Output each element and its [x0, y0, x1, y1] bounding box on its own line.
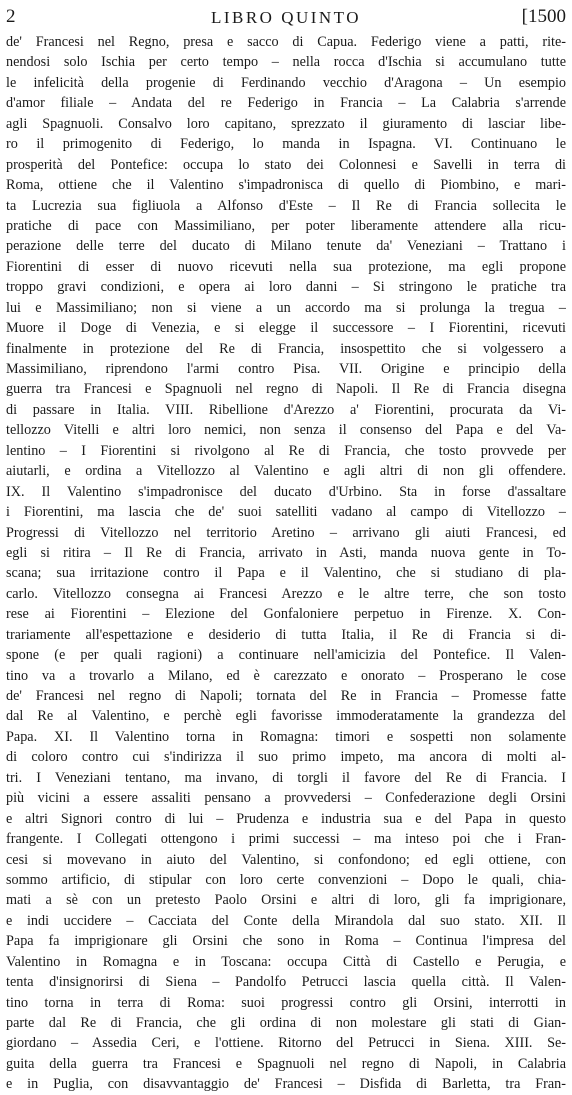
text-line: prosperità del Pontefice: occupa lo stato dei Colonnesi e Savelli in terra di	[6, 156, 566, 173]
text-line: IX. Il Valentino s'impadronisce del ducato d'Urbino. Sta in forse d'assaltare	[6, 483, 566, 500]
text-line: trariamente all'espettazione e desiderio di tutta Italia, il Re di Francia si di-	[6, 626, 566, 643]
text-line: ro il primogenito di Federigo, lo manda in Ispagna. VI. Continuano le	[6, 136, 566, 153]
text-line: più vicini a essere assaliti pensano a provvedersi – Confederazione degli Orsini	[6, 790, 566, 807]
text-line: nendosi solo Ischia per certo tempo – nella rocca d'Ischia si accumulano tutte	[6, 54, 566, 71]
text-line: le infelicità della progenie di Ferdinando vecchio d'Aragona – Un esempio	[6, 74, 566, 91]
text-line: scana; sua irritazione contro il Papa e il Valentino, che si studiano di pla-	[6, 565, 566, 582]
text-line: parte dal Re di Francia, che gli ordina di non molestare gli stati di Gian-	[6, 1015, 566, 1031]
page-header	[6, 6, 566, 32]
text-line: de' Francesi nel Regno, presa e sacco di Capua. Federigo viene a patti, rite-	[6, 34, 566, 50]
text-line: Muore il Doge di Venezia, e si elegge il successore – I Fiorentini, ricevuti	[6, 320, 566, 337]
text-line: di passare in Italia. VIII. Ribellione d'Arezzo a' Fiorentini, procurata da Vi-	[6, 401, 566, 418]
text-line: mati a sè con un pretesto Paolo Orsini e altri di loro, gli fa imprigionare,	[6, 892, 566, 909]
text-line: ta Lucrezia sua figliuola a Alfonso d'Este – Il Re di Francia sollecita le	[6, 197, 566, 214]
year-marker: [1500	[521, 6, 566, 27]
text-line: e in Puglia, con disavvantaggio de' Francesi – Disfida di Barletta, tra Fran-	[6, 1076, 566, 1093]
text-line: pratiche di pace con Massimiliano, per poter liberamente attendere alla ricu-	[6, 217, 566, 234]
text-line: tenta d'insignorirsi di Siena – Pandolfo Petrucci lascia quella città. Il Valen-	[6, 974, 566, 991]
text-line: tino va a trovarlo a Milano, ed è carezzato e onorato – Prosperano le cose	[6, 667, 566, 684]
text-line: de' Francesi nel regno di Napoli; tornata del Re in Francia – Promesse fatte	[6, 688, 566, 704]
text-line: spone (e per quali ragioni) a continuare nell'amicizia del Pontefice. Il Valen-	[6, 647, 566, 664]
page-number: 2	[6, 6, 16, 27]
text-line: sommo artificio, di stipular con loro certe convenzioni – Dopo le quali, chia-	[6, 871, 566, 888]
text-line: Progressi di Vitellozzo nel territorio Aretino – arrivano gli aiuti Francesi, ed	[6, 524, 566, 541]
text-line: Massimiliano, riprendono l'armi contro Pisa. VII. Origine e principio della	[6, 361, 566, 377]
text-line: di coloro contro cui s'indirizza il suo primo impeto, ma ancora di molti al-	[6, 749, 566, 766]
text-line: tino torna in terra di Roma: suoi progressi contro gli Orsini, interrotti in	[6, 994, 566, 1011]
text-line: lui e Massimiliano; non si viene a un accordo ma si prolunga la tregua –	[6, 299, 566, 316]
text-line: tellozzo Vitelli e altri loro nemici, non senza il consenso del Papa e del Va-	[6, 422, 566, 439]
text-line: egli si ritira – Il Re di Francia, arrivato in Asti, manda nuova gente in To-	[6, 544, 566, 561]
text-line: Papa. XI. Il Valentino torna in Romagna: timori e sospetti non solamente	[6, 728, 566, 745]
text-line: Papa fa imprigionare gli Orsini che sono in Roma – Continua l'impresa del	[6, 933, 566, 950]
text-line: perazione delle terre del ducato di Milano tenute da' Veneziani – Trattano i	[6, 238, 566, 255]
book-page	[6, 6, 566, 1095]
text-line: Valentino in Romagna e in Toscana: occupa Città di Castello e Perugia, e	[6, 953, 566, 970]
text-line: d'amor filiale – Andata del re Federigo in Francia – La Calabria s'arrende	[6, 95, 566, 112]
text-line: tri. I Veneziani tentano, ma invano, di torgli il favore del Re di Francia. I	[6, 769, 566, 786]
text-line: carlo. Vitellozzo consegna ai Francesi Arezzo e le altre terre, che son tosto	[6, 585, 566, 602]
text-line: e altri Signori contro di lui – Prudenza e industria sua e del Papa in questo	[6, 810, 566, 827]
text-line: Fiorentini di esser di nuovo ricevuti nella sua protezione, ma egli propone	[6, 258, 566, 275]
text-line: cesi si movevano in aiuto del Valentino, si confondono; ed egli ottiene, con	[6, 851, 566, 868]
text-line: i Fiorentini, ma lascia che de' suoi satelliti vadano al campo di Vitellozzo –	[6, 504, 566, 521]
text-line: guita della guerra tra Francesi e Spagnuoli nel regno di Napoli, in Calabria	[6, 1055, 566, 1072]
text-line: lentino – I Fiorentini si rivolgono al Re di Francia, che tosto provvede per	[6, 442, 566, 459]
text-line: guerra tra Francesi e Spagnuoli nel regno di Napoli. Il Re di Francia disegna	[6, 381, 566, 398]
text-line: frangente. I Collegati ottengono i primi successi – ma inteso poi che i Fran-	[6, 831, 566, 848]
text-line: e indi uccidere – Cacciata del Conte della Mirandola dal suo stato. XII. Il	[6, 912, 566, 929]
running-title: LIBRO QUINTO	[210, 8, 362, 27]
chapter-summary-text	[6, 32, 566, 1095]
text-line: aiutarli, e ordina a Vitellozzo al Valentino e agli altri di non gli offendere.	[6, 463, 566, 480]
text-line: giordano – Assedia Ceri, e l'ottiene. Ritorno del Petrucci in Siena. XIII. Se-	[6, 1035, 566, 1052]
text-line: rese ai Fiorentini – Elezione del Gonfaloniere perpetuo in Firenze. X. Con-	[6, 606, 566, 623]
text-line: Roma, ottiene che il Valentino s'impadronisca di quello di Piombino, e mari-	[6, 177, 566, 194]
text-line: dal Re al Valentino, e perchè egli favorisse immoderatamente la grandezza del	[6, 708, 566, 725]
text-line: finalmente in protezione del Re di Francia, insospettito che si volgessero a	[6, 340, 566, 357]
text-line: troppo gravi condizioni, e opera ai loro danni – Si stringono le pratiche tra	[6, 279, 566, 296]
text-line: agli Spagnuoli. Consalvo loro capitano, sprezzato il giuramento di lasciar libe-	[6, 115, 566, 132]
